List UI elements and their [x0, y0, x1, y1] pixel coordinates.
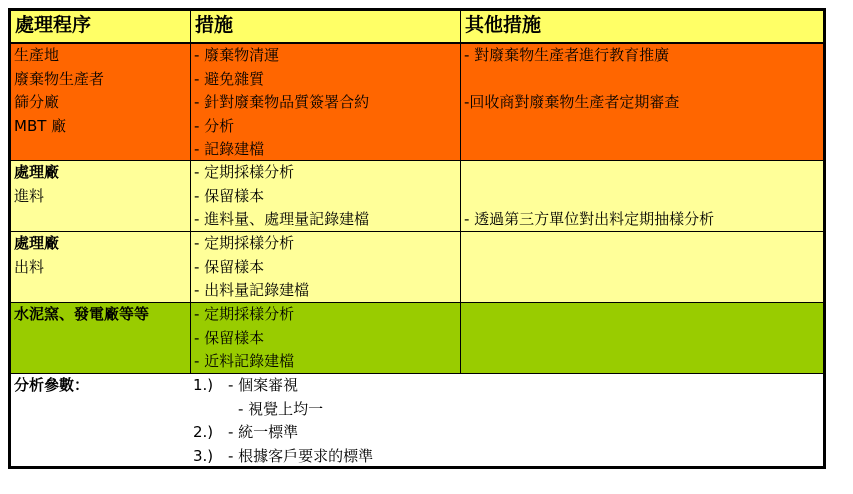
- measures-table: [8, 8, 826, 469]
- analysis-item-number: 3.): [193, 446, 214, 465]
- header-measures-label: 措施: [195, 14, 234, 36]
- measure-line: - 定期採樣分析: [194, 234, 295, 252]
- analysis-item: [190, 445, 823, 467]
- analysis-item-number: 2.): [193, 423, 214, 441]
- process-cell: [11, 232, 190, 302]
- analysis-item: [190, 374, 823, 398]
- measure-line: - 定期採樣分析: [194, 163, 295, 181]
- analysis-item-text: - 個案審視: [228, 376, 299, 394]
- measure-line: - 保留樣本: [194, 186, 265, 205]
- analysis-label: 分析參數：: [14, 376, 90, 394]
- process-cell: [11, 161, 190, 231]
- measures-cell: [190, 303, 460, 373]
- measure-line: - 出料量記錄建檔: [194, 281, 310, 299]
- other-cell: [460, 303, 823, 373]
- analysis-item-text: - 統一標準: [228, 423, 299, 441]
- header-other-label: 其他措施: [465, 14, 542, 36]
- measure-line: - 避免雜質: [194, 69, 265, 88]
- measure-line: - 廢棄物清運: [194, 46, 280, 64]
- process-line: 篩分廠: [14, 93, 60, 111]
- process-cell: [11, 44, 190, 160]
- measures-cell: [190, 232, 460, 302]
- measure-line: - 分析: [194, 116, 235, 135]
- measure-line: - 近料記錄建檔: [194, 352, 295, 370]
- process-line: 廢棄物生產者: [14, 69, 105, 88]
- other-line: - 對廢棄物生產者進行教育推廣: [464, 46, 670, 64]
- process-line: 出料: [14, 257, 45, 276]
- other-cell: [460, 232, 823, 302]
- measure-line: - 針對廢棄物品質簽署合約: [194, 93, 370, 111]
- analysis-item: [190, 398, 823, 422]
- header-cell-process: [11, 11, 190, 42]
- table-header-row: [11, 11, 823, 42]
- header-process-label: 處理程序: [15, 14, 92, 36]
- process-line: 水泥窯、發電廠等等: [14, 305, 150, 323]
- other-cell: [460, 161, 823, 231]
- process-line: 進料: [14, 186, 45, 205]
- analysis-item-text: - 根據客戶要求的標準: [228, 446, 374, 465]
- analysis-item: [190, 421, 823, 445]
- analysis-item-text: - 視覺上均一: [238, 399, 324, 418]
- header-cell-measures: [190, 11, 460, 42]
- measure-line: - 記錄建檔: [194, 140, 265, 158]
- measure-line: - 進料量、處理量記錄建檔: [194, 210, 370, 228]
- analysis-item-number: 1.): [193, 376, 214, 394]
- table-row-analysis: [11, 373, 823, 466]
- other-line: [461, 161, 823, 185]
- other-line: - 透過第三方單位對出料定期抽樣分析: [464, 210, 715, 228]
- process-line: 處理廠: [14, 163, 60, 181]
- measure-line: - 定期採樣分析: [194, 305, 295, 323]
- analysis-items-cell: [190, 374, 823, 466]
- measure-line: - 保留樣本: [194, 328, 265, 347]
- table-row-plant-input: [11, 160, 823, 231]
- table-row-source: [11, 42, 823, 160]
- measure-line: - 保留樣本: [194, 257, 265, 276]
- header-cell-other: [460, 11, 823, 42]
- other-line: [461, 68, 823, 92]
- process-line: 生產地: [14, 46, 60, 64]
- other-line: -回收商對廢棄物生產者定期審查: [464, 93, 680, 111]
- analysis-label-cell: [11, 374, 190, 466]
- other-line: [461, 185, 823, 209]
- table-row-plant-output: [11, 231, 823, 302]
- process-cell: [11, 303, 190, 373]
- measures-cell: [190, 44, 460, 160]
- other-cell: [460, 44, 823, 160]
- process-line: 處理廠: [14, 234, 60, 252]
- table-row-end-user: [11, 302, 823, 373]
- measures-cell: [190, 161, 460, 231]
- process-line: MBT 廠: [14, 116, 67, 135]
